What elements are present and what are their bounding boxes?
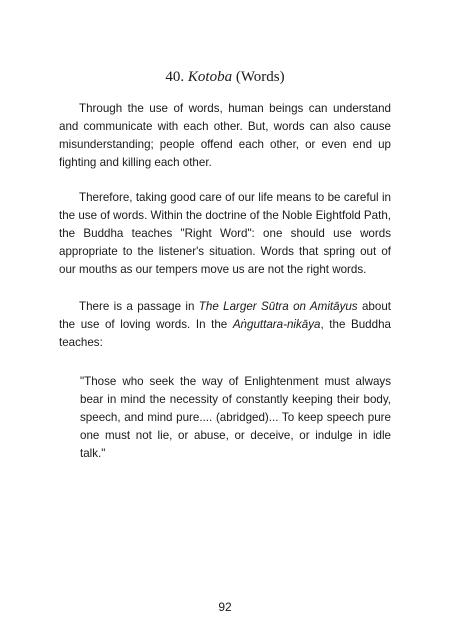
page-number: 92	[218, 600, 232, 614]
block-quote-text: "Those who seek the way of Enlightenment must always bear in mind the necessity of constantly keeping their body, speech, and mind pure.... (abridged)... To keep speech pure one must not lie, or abuse, or deceive, or indulge in idle talk."	[80, 375, 391, 460]
paragraph-2	[59, 189, 391, 279]
paragraph-1	[59, 100, 391, 172]
chapter-gloss: (Words)	[235, 69, 285, 85]
paragraph-2-text: Therefore, taking good care of our life means to be careful in the use of words. Within the doctrine of the Noble Eightfold Path, the Buddha teaches "Right Word": one should use words appropriate to the listener's situation. Words that spring out of our mouths as our tempers move us are not the right words.	[59, 191, 391, 276]
paragraph-3-part-e: , the Buddha teaches:	[59, 318, 391, 349]
sutra-title: The Larger Sūtra on Amitāyus	[198, 300, 358, 313]
chapter-term: Kotoba	[187, 69, 233, 85]
paragraph-1-text: Through the use of words, human beings can understand and communicate with each other. But, words can also cause misunderstanding; people offend each other, or even end up fighting and killing each other.	[59, 102, 391, 169]
page-title	[0, 68, 450, 86]
block-quote	[80, 373, 391, 463]
paragraph-3	[59, 298, 391, 352]
chapter-number: 40.	[165, 69, 185, 85]
paragraph-3-text	[59, 298, 391, 352]
paragraph-3-part-a: There is a passage in	[79, 300, 199, 313]
nikaya-title: Aṅguttara-nikāya	[232, 318, 321, 331]
paragraph-3-part-c: about the use of loving words. In the	[59, 300, 391, 331]
